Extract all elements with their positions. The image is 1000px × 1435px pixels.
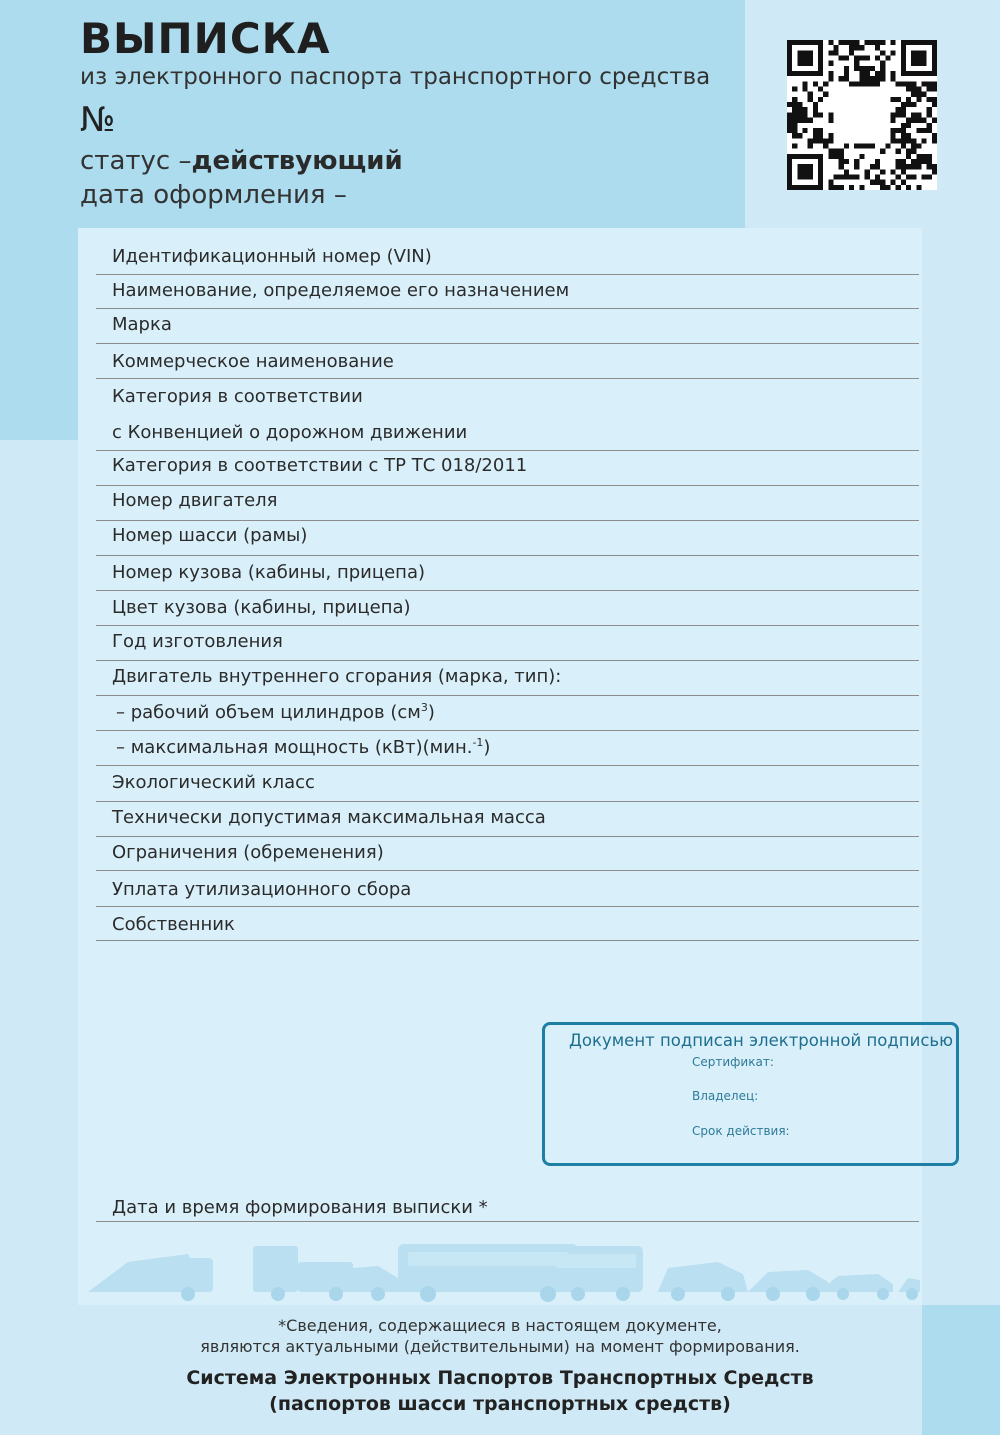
field-label: Собственник bbox=[112, 914, 235, 935]
field-label: Ограничения (обременения) bbox=[112, 842, 384, 863]
field-label bbox=[116, 701, 435, 723]
field-label: Цвет кузова (кабины, прицепа) bbox=[112, 597, 411, 618]
superscript: -1 bbox=[472, 736, 484, 749]
signature-title: Документ подписан электронной подписью bbox=[569, 1031, 954, 1050]
validity-label: Срок действия: bbox=[692, 1124, 790, 1138]
field-label: Коммерческое наименование bbox=[112, 351, 394, 372]
document-title: ВЫПИСКА bbox=[80, 14, 331, 63]
superscript: 3 bbox=[420, 701, 428, 714]
field-engine-number bbox=[96, 485, 919, 521]
field-label: Номер шасси (рамы) bbox=[112, 525, 308, 546]
footer-system-line1: Система Электронных Паспортов Транспортных Средств bbox=[186, 1367, 814, 1389]
field-label: Категория в соответствии с ТР ТС 018/2011 bbox=[112, 455, 528, 476]
left-accent bbox=[0, 228, 78, 440]
closing-paren: ) bbox=[427, 702, 435, 723]
field-label: Двигатель внутреннего сгорания (марка, тип): bbox=[112, 666, 562, 687]
field-label-line2: с Конвенцией о дорожном движении bbox=[112, 422, 468, 443]
vehicles-decoration bbox=[78, 1232, 922, 1305]
field-label: Идентификационный номер (VIN) bbox=[112, 246, 432, 267]
field-label: Год изготовления bbox=[112, 631, 283, 652]
field-label: Номер двигателя bbox=[112, 490, 278, 511]
status-value: действующий bbox=[191, 146, 403, 176]
field-body-number bbox=[96, 555, 919, 591]
certificate-label: Сертификат: bbox=[692, 1055, 774, 1069]
document-number-label: № bbox=[80, 100, 116, 140]
footer-system-line2: (паспортов шасси транспортных средств) bbox=[269, 1393, 731, 1415]
document-subtitle: из электронного паспорта транспортного средства bbox=[80, 64, 711, 90]
field-chassis-number bbox=[96, 520, 919, 556]
field-eco-class bbox=[96, 765, 919, 802]
issue-date-label: дата оформления – bbox=[80, 180, 347, 210]
field-label: Марка bbox=[112, 314, 172, 335]
field-owner bbox=[96, 906, 919, 941]
field-category-tr-ts bbox=[96, 450, 919, 486]
closing-paren: ) bbox=[483, 737, 491, 758]
field-vin bbox=[96, 240, 919, 275]
displacement-text: – рабочий объем цилиндров (см bbox=[116, 702, 421, 723]
field-recycling-fee bbox=[96, 870, 919, 907]
field-label: Номер кузова (кабины, прицепа) bbox=[112, 562, 426, 583]
owner-label: Владелец: bbox=[692, 1089, 759, 1103]
field-year bbox=[96, 625, 919, 661]
field-category-convention bbox=[96, 378, 919, 451]
field-label: Дата и время формирования выписки * bbox=[112, 1197, 488, 1218]
field-label bbox=[116, 736, 490, 758]
qr-code bbox=[787, 40, 937, 190]
field-make bbox=[96, 308, 919, 344]
field-extract-datetime bbox=[96, 1188, 919, 1222]
e-signature-box bbox=[542, 1022, 959, 1166]
field-max-power bbox=[96, 730, 919, 766]
status-line bbox=[80, 146, 403, 176]
field-commercial-name bbox=[96, 343, 919, 379]
field-displacement bbox=[96, 695, 919, 731]
status-label: статус – bbox=[80, 146, 192, 176]
field-label: Уплата утилизационного сбора bbox=[112, 879, 412, 900]
field-max-mass bbox=[96, 801, 919, 837]
field-restrictions bbox=[96, 836, 919, 871]
footer-note-line1: *Сведения, содержащиеся в настоящем документе, bbox=[278, 1316, 722, 1335]
power-text: – максимальная мощность (кВт)(мин. bbox=[116, 737, 473, 758]
field-label: Технически допустимая максимальная масса bbox=[112, 807, 546, 828]
field-vehicle-type bbox=[96, 274, 919, 309]
field-label: Категория в соответствии bbox=[112, 386, 363, 407]
field-label: Наименование, определяемое его назначением bbox=[112, 280, 570, 301]
footer-note-line2: являются актуальными (действительными) на момент формирования. bbox=[200, 1337, 800, 1356]
field-label: Экологический класс bbox=[112, 772, 315, 793]
field-body-color bbox=[96, 590, 919, 626]
field-ice-engine bbox=[96, 660, 919, 696]
